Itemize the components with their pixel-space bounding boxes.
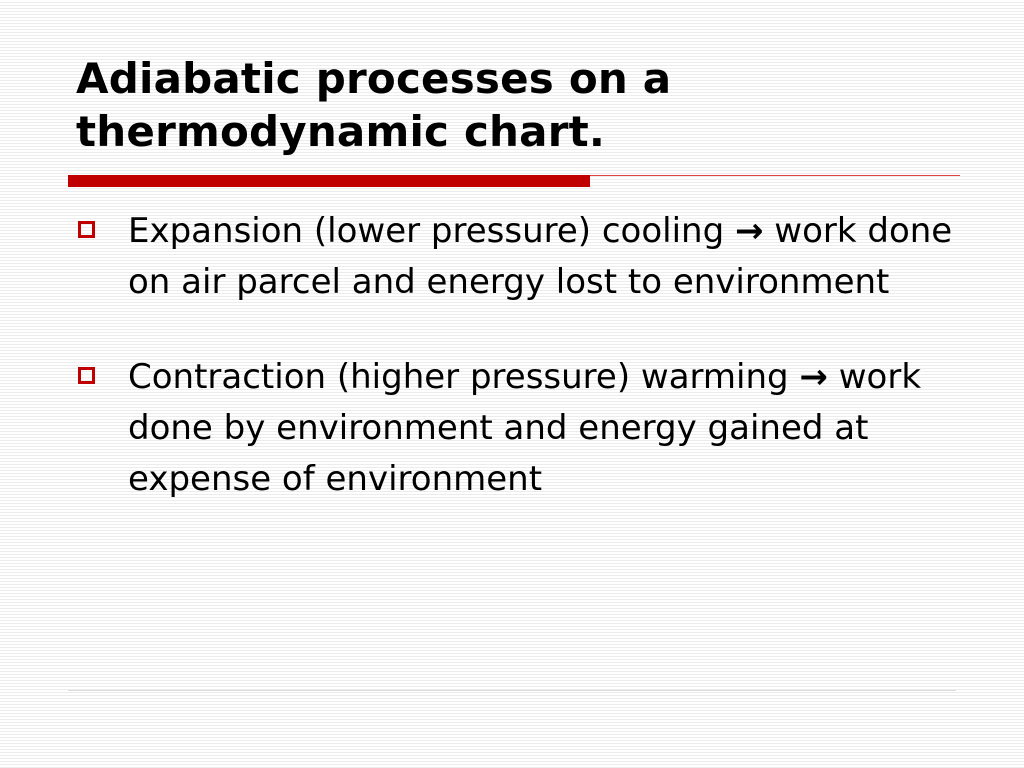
bullet-text-before-arrow: Contraction (higher pressure) warming <box>128 357 800 397</box>
footer-divider <box>68 690 956 691</box>
right-arrow-icon: → <box>799 357 828 397</box>
bullet-text-after-arrow: work done on air parcel and energy lost to environment <box>128 211 953 302</box>
title-underline-accent <box>68 175 590 187</box>
bullet-list <box>76 206 956 505</box>
bullet-item-contraction <box>76 352 956 505</box>
bullet-text-before-arrow: Expansion (lower pressure) cooling <box>128 211 735 251</box>
bullet-text-after-arrow: work done by environment and energy gained at expense of environment <box>128 357 922 499</box>
bullet-item-expansion <box>76 206 956 308</box>
hollow-square-bullet-icon <box>78 367 95 384</box>
right-arrow-icon: → <box>734 211 764 251</box>
title-underline-thin <box>590 175 960 176</box>
slide-title: Adiabatic processes on a thermodynamic chart. <box>76 54 672 156</box>
hollow-square-bullet-icon <box>78 221 95 238</box>
